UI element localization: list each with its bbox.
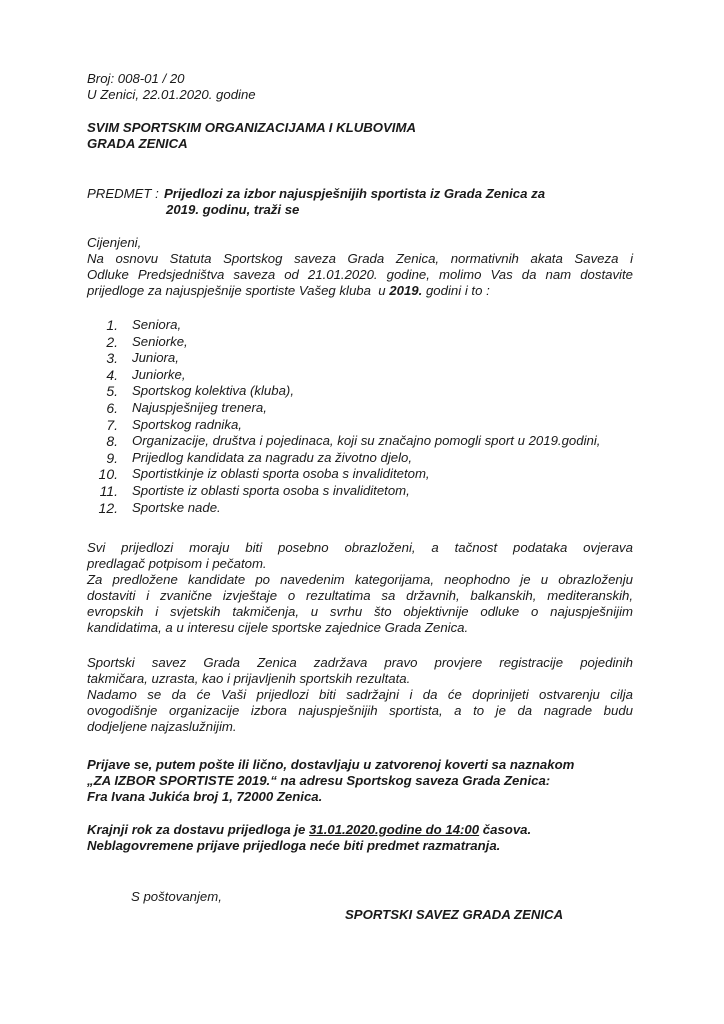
submission-paragraph — [87, 757, 633, 805]
recipient-line-2: GRADA ZENICA — [87, 136, 188, 151]
list-item-text: Sportiste iz oblasti sporta osoba s invaliditetom, — [132, 482, 410, 498]
list-item-number: 10. — [98, 466, 118, 483]
submission-line-2: „ZA IZBOR SPORTISTE 2019.“ na adresu Sportskog saveza Grada Zenica: — [87, 773, 551, 788]
list-item-text: Sportske nade. — [132, 499, 221, 515]
intro-line-3 — [87, 283, 633, 299]
requirements-paragraph — [87, 540, 633, 636]
para1-line-1: Svi prijedlozi moraju biti posebno obrazloženi, a tačnost podataka ovjerava — [87, 540, 633, 555]
intro-paragraph — [87, 251, 633, 299]
list-item-number: 3. — [106, 350, 118, 367]
subject-line-1: Prijedlozi za izbor najuspješnijih sportista iz Grada Zenica za — [164, 186, 546, 201]
subject-line-2: 2019. godinu, traži se — [166, 202, 300, 217]
intro-year: 2019. — [389, 283, 423, 298]
list-item-number: 6. — [106, 399, 118, 416]
intro-line-3-text: prijedloge za najuspješnije sportiste Vašeg kluba u — [87, 283, 390, 298]
deadline-line-1 — [87, 822, 633, 838]
list-item-number: 12. — [98, 499, 118, 516]
submission-address: Fra Ivana Jukića broj 1, 72000 Zenica. — [87, 789, 323, 804]
list-item-text: Sportskog radnika, — [132, 416, 242, 432]
list-item-number: 7. — [106, 416, 118, 433]
list-item-text: Seniora, — [132, 317, 182, 332]
para1-line-5: evropskih i svjetskih takmičenja, u svrhu što objektivnije odluke o najuspješnijim — [87, 604, 633, 619]
deadline-date: 31.01.2020.godine do 14:00 — [309, 822, 480, 837]
list-item-number: 2. — [106, 333, 118, 350]
list-item-number: 1. — [106, 317, 118, 333]
para2-line-1: Sportski savez Grada Zenica zadržava pravo provjere registracije pojedinih — [87, 655, 633, 670]
para2-line-3: Nadamo se da će Vaši prijedlozi biti sadržajni i da će doprinijeti ostvarenju cilja — [87, 687, 633, 702]
para2-line-5: dodjeljene najzaslužnijim. — [87, 719, 237, 734]
para1-line-2: predlagač potpisom i pečatom. — [87, 556, 267, 571]
para2-line-4: ovogodišnje organizacije izbora najuspješnijih sportista, a to je da nagrade budu — [87, 703, 633, 718]
para2-line-2: takmičara, uzrasta, kao i prijavljenih sportskih rezultata. — [87, 671, 411, 686]
list-item-number: 9. — [106, 449, 118, 466]
deadline-text-end: časova. — [479, 822, 532, 837]
list-item-text: Juniorke, — [132, 366, 186, 382]
list-item-text: Sportskog kolektiva (kluba), — [132, 383, 294, 399]
deadline-text: Krajnji rok za dostavu prijedloga je — [87, 822, 310, 837]
salutation: Cijenjeni, — [87, 235, 142, 250]
intro-line-1: Na osnovu Statuta Sportskog saveza Grada Zenica, normativnih akata Saveza i — [87, 251, 633, 266]
list-item-text: Juniora, — [132, 350, 179, 366]
deadline-line-2: Neblagovremene prijave prijedloga neće biti predmet razmatranja. — [87, 838, 501, 853]
para1-line-4: dostaviti i zvanične izvještaje o rezultatima sa državnih, balkanskih, mediteranskih, — [87, 588, 633, 603]
recipient-line-1: SVIM SPORTSKIM ORGANIZACIJAMA I KLUBOVIMA — [87, 120, 416, 135]
list-item-number: 5. — [106, 383, 118, 400]
place-and-date: U Zenici, 22.01.2020. godine — [87, 87, 256, 102]
list-item-number: 11. — [99, 482, 118, 499]
verification-paragraph — [87, 655, 633, 735]
para1-line-3: Za predložene kandidate po navedenim kategorijama, neophodno je u obrazloženju — [87, 572, 633, 587]
subject-label: PREDMET : — [87, 186, 159, 201]
closing: S poštovanjem, — [131, 889, 222, 904]
list-item-number: 8. — [106, 433, 118, 450]
list-item-text: Organizacije, društva i pojedinaca, koji su značajno pomogli sport u 2019.godini, — [132, 433, 601, 449]
list-item-text: Najuspješnijeg trenera, — [132, 399, 267, 415]
list-item-text: Sportistkinje iz oblasti sporta osoba s invaliditetom, — [132, 466, 430, 482]
list-item-number: 4. — [106, 366, 118, 383]
list-item-text: Prijedlog kandidata za nagradu za životno djelo, — [132, 449, 413, 465]
list-item-text: Seniorke, — [132, 333, 188, 349]
deadline-paragraph — [87, 822, 633, 854]
intro-line-3-end: godini i to : — [422, 283, 490, 298]
signature: SPORTSKI SAVEZ GRADA ZENICA — [345, 907, 564, 922]
para1-line-6: kandidatima, a u interesu cijele sportske zajednice Grada Zenica. — [87, 620, 469, 635]
intro-line-2: Odluke Predsjedništva saveza od 21.01.2020. godine, molimo Vas da nam dostavite — [87, 267, 633, 282]
document-number: Broj: 008-01 / 20 — [87, 71, 185, 86]
submission-line-1: Prijave se, putem pošte ili lično, dostavljaju u zatvorenoj koverti sa naznakom — [87, 757, 575, 772]
